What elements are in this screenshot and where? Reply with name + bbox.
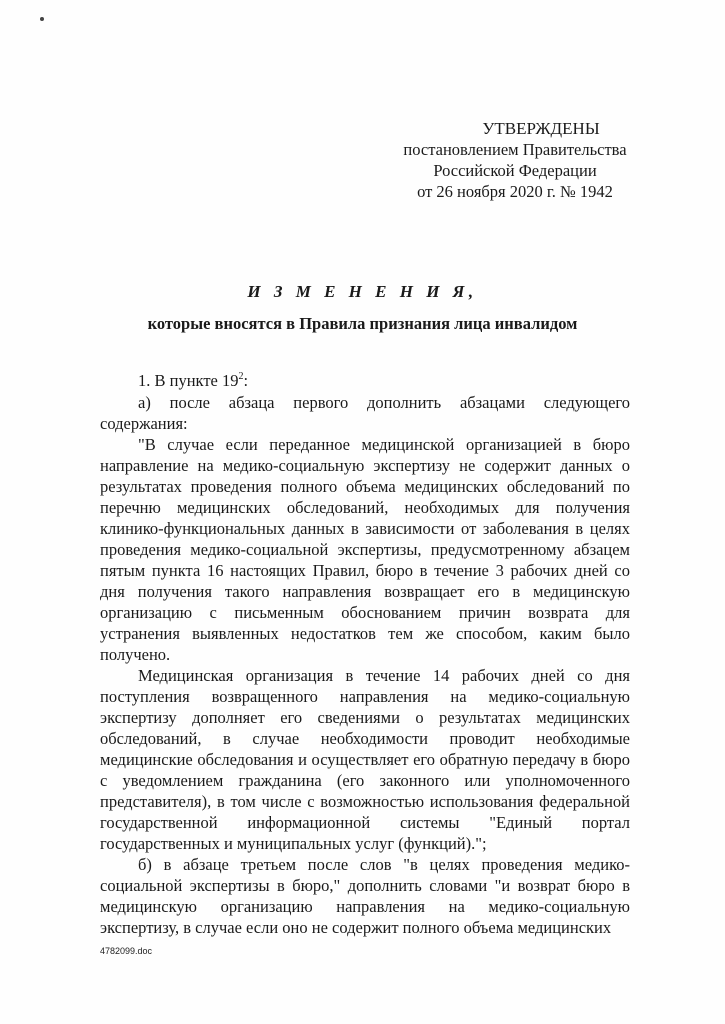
document-subtitle: которые вносятся в Правила признания лица инвалидом (147, 314, 578, 333)
document-title: И З М Е Н Е Н И Я, (247, 282, 478, 301)
approval-line-3: от 26 ноября 2020 г. № 1942 (417, 182, 613, 201)
item-1 (100, 370, 630, 391)
approval-title: УТВЕРЖДЕНЫ (482, 119, 600, 138)
approval-line-2: Российской Федерации (433, 161, 597, 180)
approval-block (395, 118, 635, 202)
item-1-superscript: 2 (238, 371, 244, 382)
approval-line-1: постановлением Правительства (403, 140, 627, 159)
quote-paragraph-1: "В случае если переданное медицинской организацией в бюро направление на медико-социальную экспертизу не содержит данных о результатах проведения полного объема медицинских обследований по перечню медицинских обследований, необходимых для получения клинико-функциональных данных в зависимости от заболевания в целях проведения медико-социальной экспертизы, предусмотренному абзацем пятым пункта 16 настоящих Правил, бюро в течение 3 рабочих дней со дня получения такого направления возвращает его в медицинскую организацию с письменным обоснованием причин возврата для устранения выявленных недостатков тем же способом, каким было получено. (100, 435, 630, 664)
item-1-prefix: 1. В пункте 19 (138, 371, 239, 390)
subitem-b: б) в абзаце третьем после слов "в целях проведения медико-социальной экспертизы в бюро," дополнить словами "и возврат бюро в медицинскую организацию направления на медико-социальную экспертизу, в случае если оно не содержит полного объема медицинских (100, 855, 630, 937)
subitem-a: а) после абзаца первого дополнить абзацами следующего содержания: (100, 393, 630, 433)
quote-paragraph-2: Медицинская организация в течение 14 рабочих дней со дня поступления возвращенного направления на медико-социальную экспертизу дополняет его сведениями о результатах медицинских обследований, в случае необходимости проводит необходимые медицинские обследования и осуществляет его обратную передачу в бюро с уведомлением гражданина (его законного или уполномоченного представителя), в том числе с возможностью использования федеральной государственной информационной системы "Единый портал государственных и муниципальных услуг (функций)."; (100, 666, 630, 853)
item-1-suffix: : (243, 371, 249, 390)
scan-speck (40, 17, 44, 21)
document-file-id: 4782099.doc (100, 946, 153, 956)
document-body (100, 370, 630, 938)
